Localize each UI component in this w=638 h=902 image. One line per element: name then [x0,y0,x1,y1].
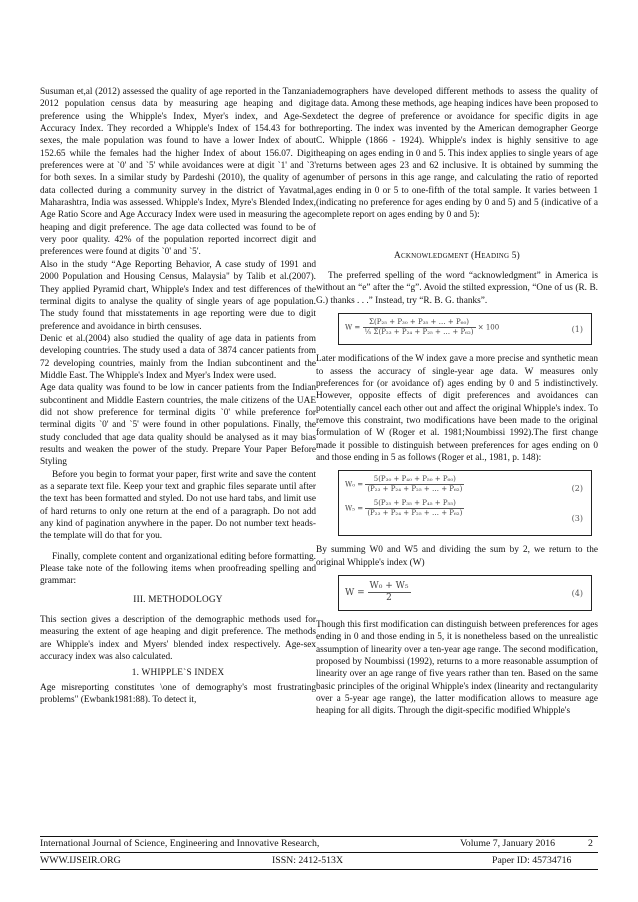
paragraph-talib: Also in the study “Age Reporting Behavior, A case study of 1991 and 2000 Population and Housing Census, Malaysia" by Talib et al.(2007). They applied Pyramid chart, Whipple's Index and test differences of the terminal digits to analyse the quality of single years of age population. The study found that misstatements in age reporting were due to digit preference and avoidance in birth censuses. [40,259,316,332]
paragraph-misreporting: Age misreporting constitutes \one of demography's most frustrating problems" (Ewbank1981:88). To detect it, [40,682,316,706]
equation-4-denominator: 2 [386,592,392,603]
paragraph-demographers: demographers have developed different methods to assess the quality of age data. Among these methods, age heaping indices have been proposed to detect the degree of preference or avoidance for specific digits in age reporting. The index was invented by the American demographer George C. Whipple (1866 - 1924). Whipple's index is highly sensitive to age heaping on ages ending in 0 and 5. This index applies to single years of age returns between ages 23 and 62 inclusive. It is obtained by summing the number of persons in this age range, and calculating the ratio of reported ages ending in 0 or 5 to one-fifth of the total sample. It varies between 1 (indicating no preference for ages ending by 0 and 5) and 5 (indicative of a complete report on ages ending by 0 and 5): [316,87,598,221]
paragraph-acknowledgment: The preferred spelling of the word “acknowledgment” in America is without an “e” after the “g”. Avoid the stilted expression, “One of us (R. B. G.) thanks . . .” Instead, try “R. B. G. thanks”. [316,271,598,306]
equation-1-numerator: Σ(P₂₅ + P₃₀ + P₃₅ + … + P₆₀) [363,318,476,328]
equation-1-tail: × 100 [477,323,500,332]
paragraph-summing: By summing W0 and W5 and dividing the sum by 2, we return to the original Whipple's index (W) [316,545,598,568]
spacer [40,543,316,551]
equation-2-number: (2) [571,484,583,494]
equation-1-box [338,313,592,345]
left-column [40,86,316,707]
equation-4-number: (4) [571,588,583,598]
equation-3-numerator: 5(P₂₅ + P₃₅ + P₄₅ + P₅₅) [365,499,464,509]
paragraph-before-format: Before you begin to format your paper, first write and save the content as a separate text file. Keep your text and graphic files separate until after the text has been formatted and styled. Do not use hard tabs, and limit use of hard returns to only one return at the end of a paragraph. Do not add any kind of pagination anywhere in the paper. Do not number text heads-the template will do that for you. [40,469,316,542]
equation-2-fraction [365,475,464,494]
footer-journal: International Journal of Science, Engineering and Innovative Research, [40,838,320,849]
equation-3-lhs: W₅ = [345,504,364,513]
paragraph-modifications: Later modifications of the W index gave a more precise and synthetic mean to assess the accuracy of single-year age data. W measures only preferences for (or avoidance of) ages ending by 0 and 5 indistinctively. However, opposite effects of digit preferences and avoidances can potentially cancel each other out and affect the original Whipple's index. To remove this constraint, two modifications have been made to the original formulation of W (Roger et al. 1981;Noumbissi 1992).The first change made it possible to distinguish between preferences for ages ending on 0 and those ending in 5 as follows (Roger et al., 1981, p. 148): [316,354,598,463]
subsection-heading-whipple: 1. WHIPPLE`S INDEX [131,668,225,679]
equation-4-numerator: W₀ + W₅ [369,580,409,591]
footer-website: WWW.IJSEIR.ORG [40,855,121,866]
equation-3-number: (3) [571,514,583,524]
equation-1-lhs: W = [345,323,361,332]
equation-4-lhs: W = [345,587,365,598]
footer-page-number: 2 [588,838,593,849]
equation-2-lhs: W₀ = [345,480,364,489]
footer-rule-bottom [40,869,598,870]
footer-rule-middle [40,852,598,853]
equation-2-numerator: 5(P₃₀ + P₄₀ + P₅₀ + P₆₀) [365,475,464,485]
equation-1-fraction [363,318,476,337]
paragraph-finally: Finally, complete content and organizational editing before formatting. Please take note of the following items when proofreading spelling and grammar: [40,551,316,587]
heading-acknowledgment: Acknowledgment (Heading 5) [394,250,520,261]
footer-paper-id: Paper ID: 45734716 [492,855,572,866]
footer-volume: Volume 7, January 2016 [460,838,556,849]
paragraph-age-quality: Age data quality was found to be low in cancer patients from the Indian subcontinent and Middle Eastern countries, the male citizens of the UAE did not show preference for terminal digits `0' while preference for terminal digits `0' and `5' were found in other populations. Finally, the study concluded that age data quality should be analysed as it may bias results and weaken the power of the study. Prepare Your Paper Before Styling [40,383,316,468]
paragraph-susuman: Susuman et,al (2012) assessed the quality of age reported in the Tanzania 2012 population census data by measuring age heaping and digit preference using the Whipple's Index, Myer's index, and Age-Sex Accuracy Index. They recorded a Whipple's Index of 154.43 for both sexes, the male population was found to have a lower Index of about 152.65 while the females had the higher Index of about 156.07. Digit preferences were at `0' and `5' while avoidances were at digit `1' and `3' for both sexes. In a similar study by Pardeshi (2010), the quality of age data collected during a community survey in the district of Yavatmal, Maharashtra, India was assessed. Whipple's Index, Myre's Blended Index, Age Ratio Score and Age Accuracy Index were used in measuring the age heaping and digit preference. The age data collected was found to be of very poor quality. 42% of the population reported incorrect digit and preferences were found at digits `0' and `5'. [40,87,316,258]
footer-issn: ISSN: 2412-513X [272,855,344,866]
equation-2-denominator: (P₂₃ + P₂₄ + P₂₅ + … + P₆₂) [367,485,463,494]
equation-1-number: (1) [571,325,583,335]
paragraph-denic: Denic et al.(2004) also studied the quality of age data in patients from developing countries. The study used a data of 3874 cancer patients from 72 developing countries, mainly from the Indian subcontinent and the Middle East. The Whipple's Index and Myer's Index were used. [40,333,316,381]
equation-4-fraction [368,581,411,604]
equation-3-denominator: (P₂₃ + P₂₄ + P₂₅ + … + P₆₂) [367,509,463,518]
paragraph-methods: This section gives a description of the demographic methods used for measuring the extent of age heaping and digit preference. The methods are Whipple's index and Myers' blended index respectively. Age-sex accuracy index was also calculated. [40,615,316,663]
equation-4-box [338,575,592,611]
paragraph-though: Though this first modification can distinguish between preferences for ages ending in 0 and those ending in 5, it is nonetheless based on the unrealistic assumption of linearity over a ten-year age range. The second modification, proposed by Noumbissi (1992), returns to a more reasonable assumption of linearity over an age range of five years rather than ten. Based on the same basic principles of the original Whipple's index (linearity and rectangularity over a 5-year age range), the latter modification allows to measure age heaping for all digits. Through the digit-specific modified Whipple's [316,619,598,717]
equation-3-fraction [365,499,464,518]
right-column [316,86,598,718]
footer-rule-top [40,836,598,837]
section-heading-methodology: III. METHODOLOGY [133,594,223,605]
equation-1-denominator: ⅕ Σ(P₂₃ + P₂₄ + P₂₅ + … + P₆₂) [364,328,474,337]
equation-2-3-box [338,470,592,536]
